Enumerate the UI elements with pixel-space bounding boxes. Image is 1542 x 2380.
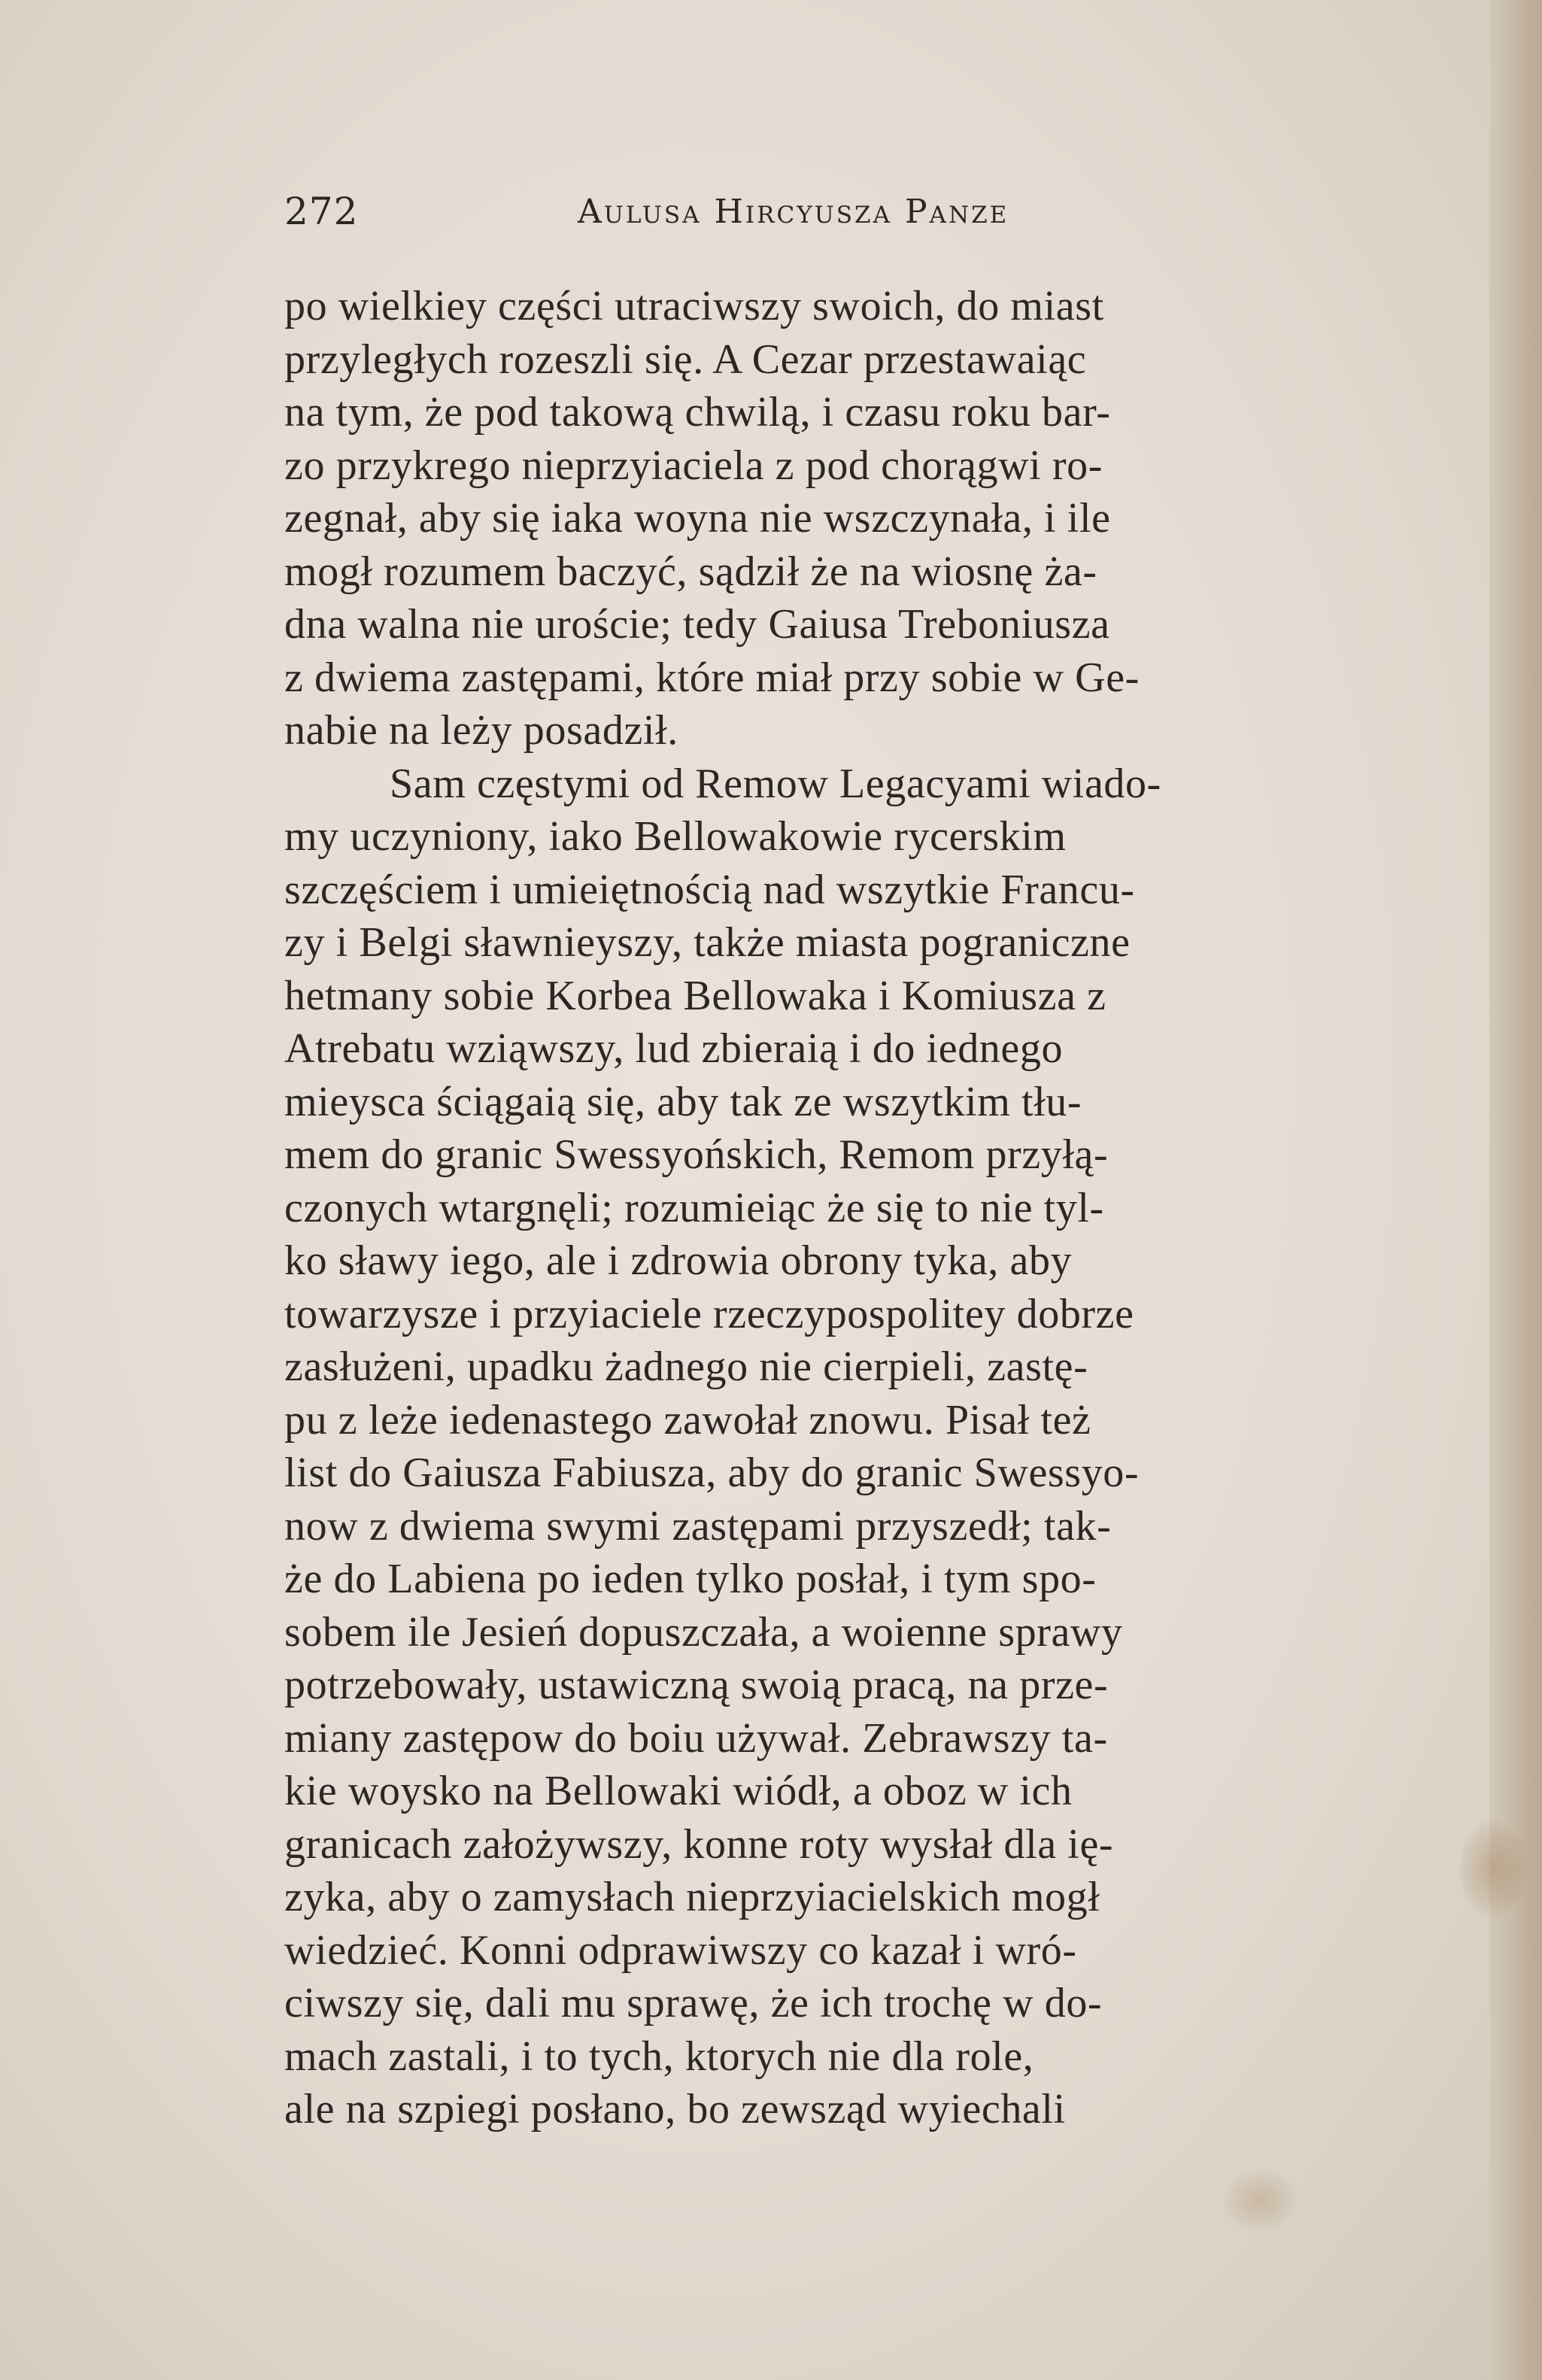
text-line: Atrebatu wziąwszy, lud zbieraią i do iednego (284, 1025, 1064, 1072)
text-line: przyległych rozeszli się. A Cezar przestawaiąc (284, 335, 1087, 383)
text-line: kie woysko na Bellowaki wiódł, a oboz w ich (284, 1768, 1073, 1814)
text-line: mem do granic Swessyońskich, Remom przyłą- (284, 1131, 1109, 1178)
text-line: po wielkiey części utraciwszy swoich, do miast (284, 283, 1104, 329)
text-line: miany zastępow do boiu używał. Zebrawszy ta- (284, 1714, 1108, 1762)
text-line: potrzebowały, ustawiczną swoią pracą, na prze- (284, 1662, 1109, 1708)
text-line: pu z leże iedenastego zawołał znowu. Pisał też (284, 1396, 1091, 1443)
foxing-stain (1459, 1820, 1527, 1918)
text-line: mach zastali, i to tych, ktorych nie dla role, (284, 2032, 1034, 2080)
text-line: czonych wtargnęli; rozumieiąc że się to nie tyl- (284, 1184, 1104, 1231)
text-line: towarzysze i przyiaciele rzeczypospolitey dobrze (284, 1290, 1134, 1337)
text-line: zegnał, aby się iaka woyna nie wszczynała, i ile (284, 495, 1111, 542)
page-number: 272 (284, 190, 359, 233)
text-line: że do Labiena po ieden tylko posłał, i tym spo- (284, 1556, 1097, 1602)
text-line: dna walna nie uroście; tedy Gaiusa Treboniusza (284, 601, 1110, 648)
text-line: mogł rozumem baczyć, sądził że na wiosnę ża- (284, 548, 1097, 595)
text-line: z dwiema zastępami, które miał przy sobie w Ge- (284, 654, 1140, 701)
page-gutter-edge (1489, 0, 1542, 2380)
text-line: now z dwiema swymi zastępami przyszedł; tak- (284, 1502, 1112, 1550)
text-line: ko sławy iego, ale i zdrowia obrony tyka, aby (284, 1237, 1073, 1284)
text-line: mieysca ściągaią się, aby tak ze wszytkim tłu- (284, 1078, 1082, 1125)
paragraph-first-line: Sam częstymi od Remow Legacyami wiado- (390, 760, 1161, 807)
text-line: sobem ile Jesień dopuszczała, a woienne sprawy (284, 1608, 1123, 1656)
text-line: na tym, że pod takową chwilą, i czasu roku bar- (284, 389, 1111, 436)
text-line: ale na szpiegi posłano, bo zewsząd wyiechali (284, 2086, 1066, 2133)
running-title: Aulusa Hircyusza Panze (578, 193, 1009, 231)
text-line: zy i Belgi sławnieyszy, także miasta pograniczne (284, 919, 1131, 966)
text-line: list do Gaiusza Fabiusza, aby do granic Swessyo- (284, 1450, 1140, 1496)
text-line: zyka, aby o zamysłach nieprzyiacielskich mogł (284, 1874, 1100, 1920)
page-header (284, 190, 1157, 242)
text-line: ciwszy się, dali mu sprawę, że ich trochę w do- (284, 1980, 1103, 2026)
foxing-stain (1219, 2166, 1301, 2234)
text-line: nabie na leży posadził. (284, 707, 678, 754)
body-text (284, 280, 1398, 2136)
text-line: szczęściem i umieiętnością nad wszytkie Francu- (284, 866, 1135, 913)
text-line: hetmany sobie Korbea Bellowaka i Komiusza z (284, 972, 1106, 1019)
text-line: granicach założywszy, konne roty wysłał dla ię- (284, 1820, 1114, 1868)
text-line: zasłużeni, upadku żadnego nie cierpieli, zastę- (284, 1343, 1088, 1390)
text-line: wiedzieć. Konni odprawiwszy co kazał i wró- (284, 1926, 1077, 1974)
text-line: my uczyniony, iako Bellowakowie rycerskim (284, 813, 1067, 860)
text-line: zo przykrego nieprzyiaciela z pod chorągwi ro- (284, 442, 1103, 489)
